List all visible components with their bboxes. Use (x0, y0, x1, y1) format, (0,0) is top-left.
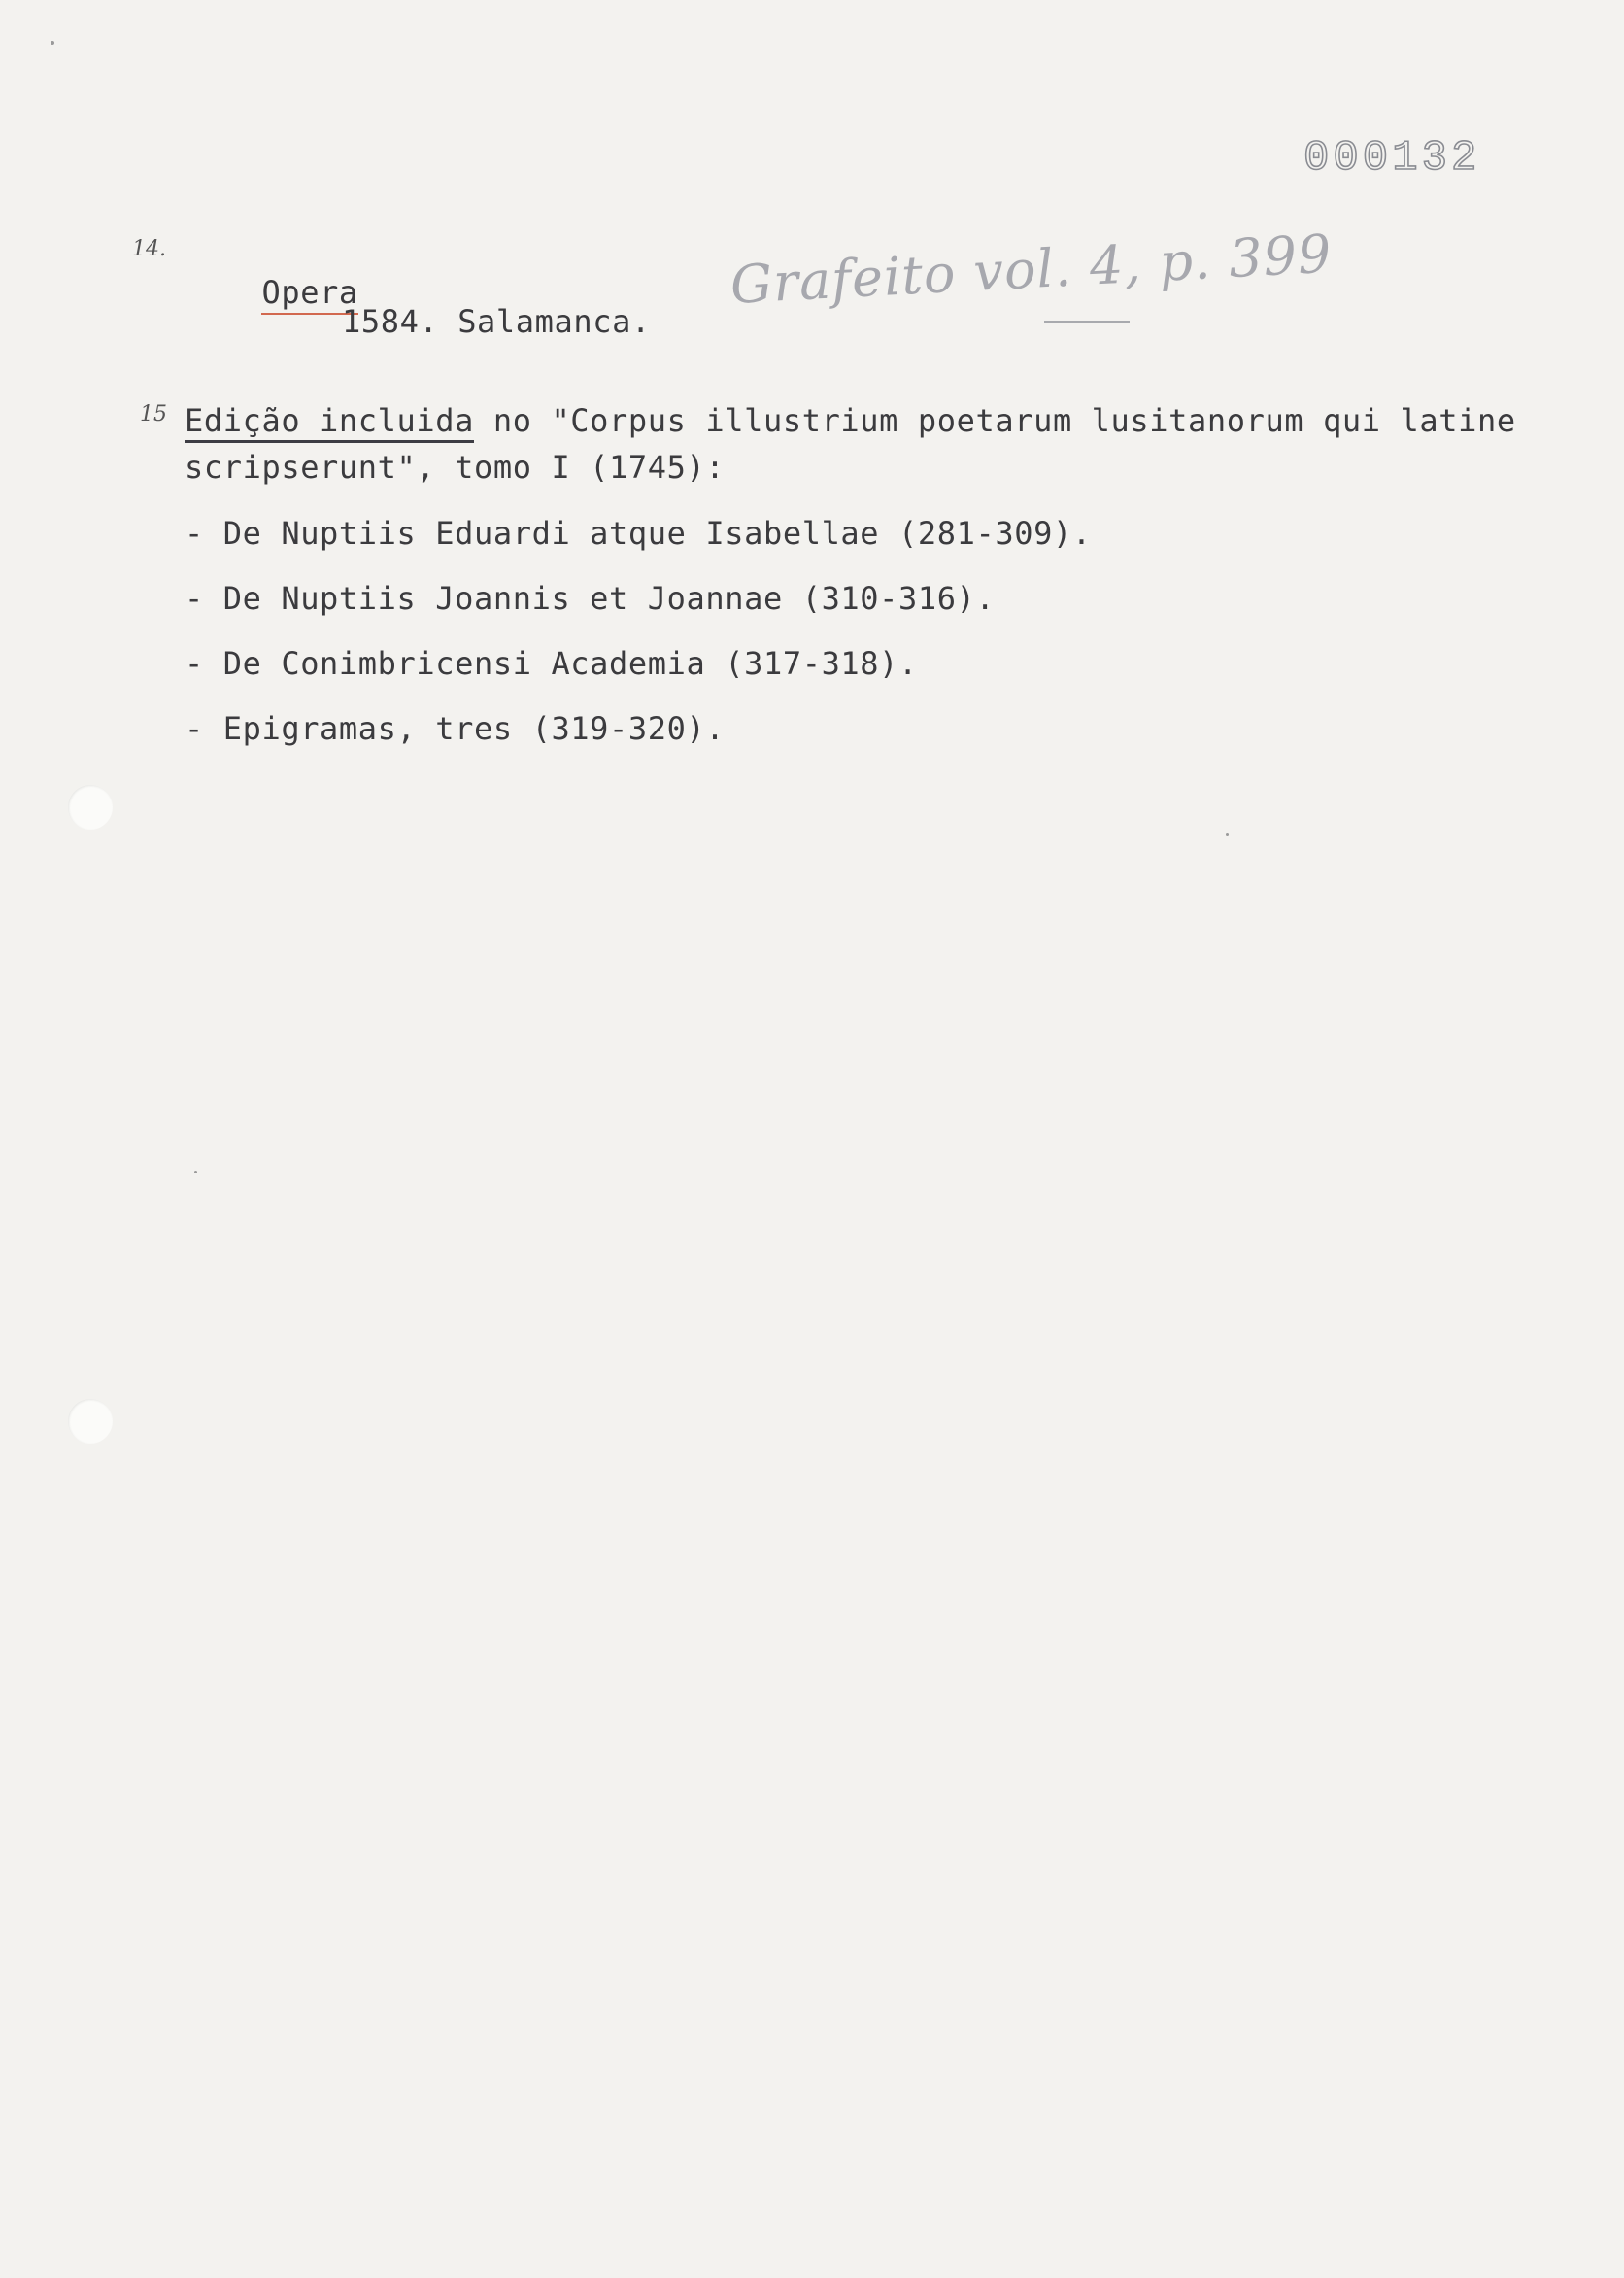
entry-15-number: 15 (140, 402, 167, 426)
entry-15-underlined-phrase: Edição incluida (185, 402, 474, 443)
entry-15-line-1-rest: no "Corpus illustrium poetarum lusitanorum qui latine (473, 402, 1516, 439)
paper-speck (194, 1171, 197, 1173)
punch-hole (68, 785, 113, 830)
paper-speck (1226, 833, 1229, 836)
list-item: - De Nuptiis Joannis et Joannae (310-316). (185, 580, 996, 617)
entry-14-number: 14. (132, 237, 166, 261)
handwritten-note-underline (1044, 321, 1130, 323)
archive-stamp-number: 000132 (1303, 134, 1481, 183)
list-item: - Epigramas, tres (319-320). (185, 710, 726, 747)
list-item: - De Nuptiis Eduardi atque Isabellae (281-309). (185, 515, 1092, 552)
entry-15-line-1 (185, 402, 1516, 439)
handwritten-pencil-note: Grafeito vol. 4, p. 399 (728, 222, 1334, 316)
entry-14-title-text: Opera (261, 274, 357, 315)
punch-hole (68, 1399, 113, 1444)
entry-14-imprint: 1584. Salamanca. (342, 303, 651, 340)
entry-14-title (185, 237, 358, 348)
paper-speck (51, 41, 54, 45)
list-item: - De Conimbricensi Academia (317-318). (185, 645, 918, 682)
entry-15-line-2: scripserunt", tomo I (1745): (185, 449, 726, 486)
